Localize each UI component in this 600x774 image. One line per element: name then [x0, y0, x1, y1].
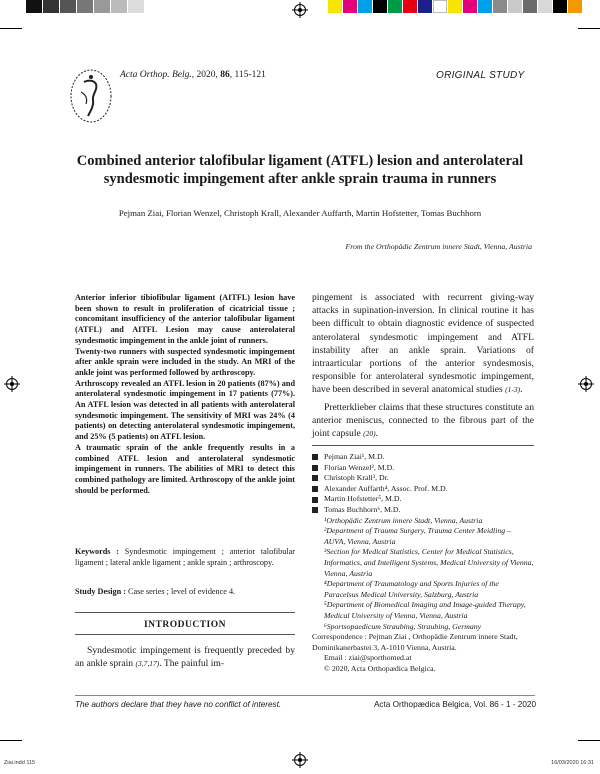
registration-mark-bottom-icon: [294, 754, 306, 766]
author-affil-item: Tomas Buchhorn⁶, M.D.: [312, 505, 534, 516]
author-line: Pejman Ziai, Florian Wenzel, Christoph Krall, Alexander Auffarth, Martin Hofstetter, Tomas Buchhorn: [118, 208, 482, 218]
color-swatch: [60, 0, 76, 13]
bullet-square-icon: [312, 486, 318, 492]
footer-citation: Acta Orthopædica Belgica, Vol. 86 - 1 - 2020: [373, 700, 536, 709]
color-swatch: [343, 0, 357, 13]
affiliation: ¹Orthopädic Zentrum innere Stadt, Vienna, Austria: [324, 515, 483, 525]
trim-mark: [578, 28, 600, 29]
study-type: ORIGINAL STUDY: [436, 70, 525, 81]
study-design: Study Design : Case series ; level of evidence 4.: [75, 587, 236, 596]
journal-logo: [66, 66, 116, 126]
color-swatch: [553, 0, 567, 13]
intro-paragraph: Syndesmotic impingement is frequently preceded by an ankle sprain (3,7,17). The painful im-: [75, 645, 295, 670]
color-swatch: [493, 0, 507, 13]
color-swatch: [328, 0, 342, 13]
divider: [312, 445, 534, 446]
print-slug-left: Ziai.indd 115: [4, 760, 36, 766]
bullet-square-icon: [312, 497, 318, 503]
color-swatch: [463, 0, 477, 13]
color-swatch: [128, 0, 144, 13]
color-swatch: [373, 0, 387, 13]
color-swatch: [26, 0, 42, 13]
abstract-paragraph: A traumatic sprain of the ankle frequently results in a combined ATFL lesion and anterolateral syndesmotic impingement in runners. The abilities of MRI to detect this combined pathology are limited. Arthroscopy of the ankle joint should be performed.: [75, 442, 295, 495]
color-swatch: [568, 0, 582, 13]
affiliation: ⁶Sportsopaedicum Straubing, Straubing, Germany: [324, 621, 482, 631]
bullet-square-icon: [312, 475, 318, 481]
color-swatch: [523, 0, 537, 13]
color-swatch: [508, 0, 522, 13]
color-swatch: [388, 0, 402, 13]
registration-mark-top-icon: [294, 4, 306, 16]
bullet-square-icon: [312, 465, 318, 471]
color-swatch: [433, 0, 447, 13]
author-affil-item: Christoph Krall³, Dr.: [312, 473, 534, 484]
color-swatch: [77, 0, 93, 13]
affiliation: ²Department of Trauma Surgery, Trauma Center Meidling – AUVA, Vienna, Austria: [324, 526, 512, 546]
conflict-statement: The authors declare that they have no conflict of interest.: [75, 700, 282, 709]
trim-mark: [578, 740, 600, 741]
copyright: © 2020, Acta Orthopædica Belgica.: [324, 663, 436, 673]
footer-divider: [75, 695, 535, 696]
correspondence: Correspondence : Pejman Ziai , Orthopädie Zentrum innere Stadt, Dominikanerbastei 3, A-1010 Vienna, Austria.: [312, 632, 518, 652]
print-slug-right: 16/03/2020 16:31: [551, 760, 594, 766]
abstract-paragraph: Twenty-two runners with suspected syndesmotic impingement after ankle sprain were included in the study. An MRI of the ankle joint was performed followed by arthroscopy.: [75, 346, 295, 377]
affiliation: ³Section for Medical Statistics, Center for Medical Statistics, Informatics, and Intelligent Systems, Medical University of Vienna, Vienna, Austria: [324, 547, 534, 578]
body-right-column: pingement is associated with recurrent giving-way attacks in supination-inversion. In clinical routine it has been difficult to obtain diagnostic evidence of suspected anterolateral syndesmotic impingement and ATFL instability after an ankle sprain. Variations of intraarticular portions of the anterior syndesmosis, responsible for anterolateral syndesmotic impingement, have been described in several anatomical studies (1-3). Pretterklieber claims that these structures constitute an anterior meniscus, connected to the fibrous part of the joint capsule (20).: [312, 292, 534, 440]
affiliation: ⁵Department of Biomedical Imaging and Image-guided Therapy, Medical University of Vienna, Vienna, Austria: [324, 600, 526, 620]
trim-mark: [0, 28, 22, 29]
color-swatch: [478, 0, 492, 13]
section-heading: INTRODUCTION: [143, 620, 226, 630]
author-affil-item: Alexander Auffarth⁴, Assoc. Prof. M.D.: [312, 484, 534, 495]
color-swatch: [111, 0, 127, 13]
author-affil-item: Florian Wenzel², M.D.: [312, 463, 534, 474]
color-swatch: [538, 0, 552, 13]
bullet-square-icon: [312, 507, 318, 513]
registration-mark-left-icon: [6, 378, 18, 390]
abstract-paragraph: Anterior inferior tibiofibular ligament (AITFL) lesion have been shown to result in proliferation of cicatricial tissue ; concomitant insufficiency of the anterior talofibular ligament (ATFL) and AITFL Lesion may cause anterolateral syndesmotic impingement in the ankle joint of runners.: [75, 293, 295, 345]
journal-volume: 86: [220, 70, 230, 80]
color-swatch: [418, 0, 432, 13]
article-title: Combined anterior talofibular ligament (ATFL) lesion and anterolateral syndesmotic impingement after ankle sprain trauma in runners: [76, 153, 524, 187]
institution-line: From the Orthopädic Zentrum innere Stadt, Vienna, Austria: [345, 242, 532, 251]
color-swatch: [43, 0, 59, 13]
author-affil-item: Pejman Ziai¹, M.D.: [312, 452, 534, 463]
citation-ref: (20): [363, 429, 376, 439]
citation-ref: (3,7,17): [135, 659, 160, 669]
color-swatch: [94, 0, 110, 13]
trim-mark: [0, 740, 22, 741]
email: Email : ziai@sporthomed.at: [324, 653, 412, 663]
divider: [75, 612, 295, 613]
affiliation: ⁴Department of Traumatology and Sports Injuries of the Paracelsus Medical University, Salzburg, Austria: [324, 579, 499, 599]
divider: [75, 634, 295, 635]
color-swatch: [448, 0, 462, 13]
color-swatch: [403, 0, 417, 13]
journal-name: Acta Orthop. Belg.: [120, 70, 192, 80]
bullet-square-icon: [312, 454, 318, 460]
registration-mark-right-icon: [580, 378, 592, 390]
author-affil-item: Martin Hofstetter⁵, M.D.: [312, 494, 534, 505]
journal-citation: Acta Orthop. Belg., 2020, 86, 115-121: [120, 70, 266, 80]
abstract: [75, 293, 295, 496]
abstract-paragraph: Arthroscopy revealed an ATFL lesion in 20 patients (87%) and anterolateral syndesmotic impingement in 17 patients (77%). An ATFL lesion was detected in all patients with anterolateral syndesmotic impingement. The sensitivity of MRI was 24% (4 patients) on detecting anterolateral syndesmotic impingement, and 25% (5 patients) on ATFL lesion.: [75, 378, 295, 442]
color-swatch: [358, 0, 372, 13]
keywords: Keywords : Syndesmotic impingement ; anterior talofibular ligament ; lateral ankle ligament ; ankle sprain ; arthroscopy.: [75, 547, 296, 567]
affiliations: [312, 452, 534, 674]
citation-ref: (1-3): [505, 385, 521, 395]
